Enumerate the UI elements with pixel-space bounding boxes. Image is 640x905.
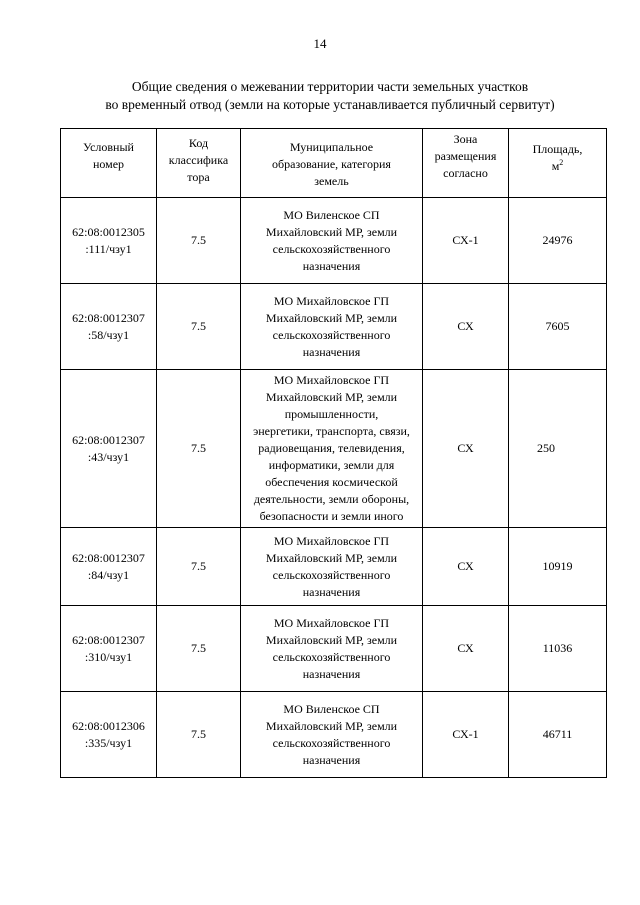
municipality-line: назначения (302, 258, 361, 273)
municipality-line: Михайловский МР, земли (265, 718, 398, 733)
cell-municipality (241, 606, 423, 692)
municipality-line: обеспечения космической (265, 475, 398, 489)
header-area-line-1: Площадь, (532, 142, 583, 156)
header-municipality (241, 129, 423, 198)
cell-area: 46711 (509, 692, 607, 778)
table-row (61, 370, 607, 528)
municipality-line: Михайловский МР, земли (265, 310, 398, 325)
cell-classifier-code: 7.5 (157, 198, 241, 284)
table-row (61, 284, 607, 370)
cell-municipality (241, 528, 423, 606)
header-number-line-2: номер (92, 157, 125, 171)
cell-classifier-code: 7.5 (157, 528, 241, 606)
municipality-line: Михайловский МР, земли (265, 390, 398, 404)
municipality-line: МО Михайловское ГП (273, 293, 390, 308)
conditional-number-line-1: 62:08:0012305 (72, 224, 145, 239)
cell-municipality (241, 370, 423, 528)
cell-conditional-number (61, 284, 157, 370)
header-zone-line-3: согласно (443, 166, 488, 180)
document-title (40, 78, 620, 114)
header-area-unit-superscript: 2 (559, 158, 564, 167)
cell-classifier-code: 7.5 (157, 606, 241, 692)
cell-area: 11036 (509, 606, 607, 692)
document-title-line-2: во временный отвод (земли на которые устанавливается публичный сервитут) (105, 97, 555, 112)
page-number: 14 (313, 36, 327, 51)
table-header-row (61, 129, 607, 198)
cell-zone: СХ (423, 528, 509, 606)
cell-conditional-number (61, 528, 157, 606)
table-row (61, 528, 607, 606)
table-row (61, 606, 607, 692)
municipality-line: МО Виленское СП (283, 207, 380, 222)
header-conditional-number (61, 129, 157, 198)
cell-classifier-code: 7.5 (157, 692, 241, 778)
cell-area: 10919 (509, 528, 607, 606)
document-title-line-1: Общие сведения о межевании территории части земельных участков (131, 79, 529, 94)
header-classifier-code (157, 129, 241, 198)
municipality-line: промышленности, (284, 407, 379, 421)
cell-conditional-number (61, 606, 157, 692)
header-code-line-2: классифика (168, 153, 229, 167)
municipality-line: Михайловский МР, земли (265, 224, 398, 239)
municipality-line: сельскохозяйственного (272, 649, 391, 664)
header-mun-line-1: Муниципальное (289, 140, 374, 154)
conditional-number-line-2: :84/чзу1 (87, 567, 130, 582)
municipality-line: МО Михайловское ГП (273, 373, 390, 387)
municipality-line: МО Виленское СП (283, 701, 380, 716)
header-code-line-1: Код (188, 136, 209, 150)
municipality-line: радиовещания, телевидения, (258, 441, 405, 455)
conditional-number-line-1: 62:08:0012307 (72, 432, 145, 447)
conditional-number-line-1: 62:08:0012307 (72, 632, 145, 647)
municipality-line: сельскохозяйственного (272, 567, 391, 582)
municipality-line: назначения (302, 584, 361, 599)
cell-classifier-code: 7.5 (157, 284, 241, 370)
header-number-line-1: Условный (83, 140, 134, 154)
conditional-number-line-1: 62:08:0012307 (72, 310, 145, 325)
municipality-line: назначения (302, 752, 361, 767)
conditional-number-line-2: :58/чзу1 (87, 327, 130, 342)
cell-municipality (241, 692, 423, 778)
header-area (509, 129, 607, 198)
table-row (61, 198, 607, 284)
conditional-number-line-2: :111/чзу1 (85, 241, 132, 256)
conditional-number-line-1: 62:08:0012306 (72, 718, 145, 733)
municipality-line: МО Михайловское ГП (273, 533, 390, 548)
cell-area: 250 (509, 370, 607, 528)
cell-conditional-number (61, 370, 157, 528)
municipality-line: Михайловский МР, земли (265, 550, 398, 565)
cell-zone: СХ-1 (423, 198, 509, 284)
municipality-line: сельскохозяйственного (272, 241, 391, 256)
conditional-number-line-1: 62:08:0012307 (72, 550, 145, 565)
municipality-line: назначения (302, 344, 361, 359)
header-code-line-3: тора (187, 170, 210, 184)
table-row (61, 692, 607, 778)
municipality-line: информатики, земли для (268, 458, 395, 472)
header-mun-line-3: земель (314, 174, 349, 185)
cell-classifier-code: 7.5 (157, 370, 241, 528)
cell-area: 24976 (509, 198, 607, 284)
cell-conditional-number (61, 198, 157, 284)
municipality-line: МО Михайловское ГП (273, 615, 390, 630)
cell-conditional-number (61, 692, 157, 778)
header-area-unit: $м^2$ (551, 158, 564, 173)
conditional-number-line-2: :43/чзу1 (87, 449, 130, 464)
conditional-number-line-2: :335/чзу1 (84, 735, 133, 750)
municipality-line: сельскохозяйственного (272, 735, 391, 750)
header-zone (423, 129, 509, 198)
municipality-line: безопасности и земли иного (259, 509, 404, 523)
cell-zone: СХ (423, 606, 509, 692)
municipality-line: энергетики, транспорта, связи, (253, 424, 410, 438)
conditional-number-line-2: :310/чзу1 (84, 649, 133, 664)
cell-municipality (241, 284, 423, 370)
cell-zone: СХ (423, 284, 509, 370)
cell-municipality (241, 198, 423, 284)
header-mun-line-2: образование, категория (272, 157, 391, 171)
cell-zone: СХ (423, 370, 509, 528)
municipality-line: назначения (302, 666, 361, 681)
cell-zone: СХ-1 (423, 692, 509, 778)
cell-area: 7605 (509, 284, 607, 370)
land-plots-table (60, 128, 607, 778)
header-zone-line-2: размещения (434, 149, 497, 163)
municipality-line: сельскохозяйственного (272, 327, 391, 342)
header-zone-line-1: Зона (453, 132, 478, 146)
municipality-line: деятельности, земли обороны, (253, 492, 410, 506)
municipality-line: Михайловский МР, земли (265, 632, 398, 647)
